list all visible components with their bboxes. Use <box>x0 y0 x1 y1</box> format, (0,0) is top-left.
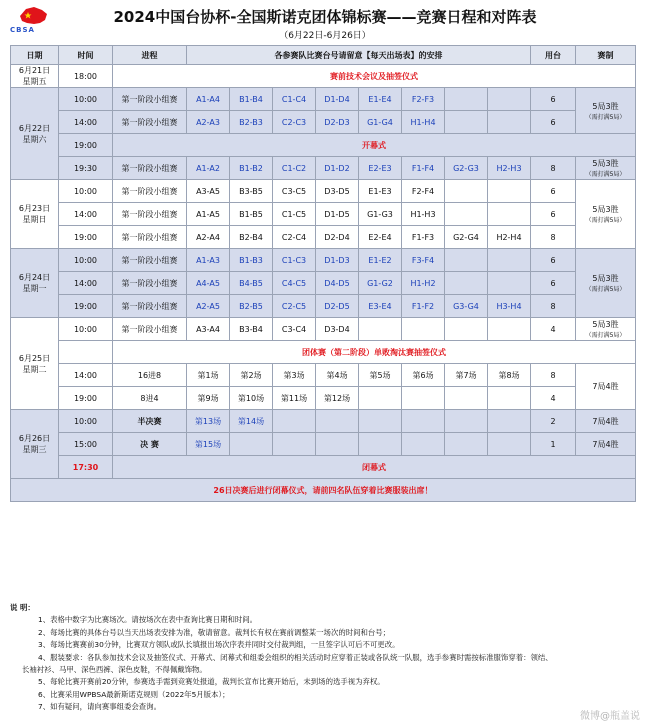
match-cell: B1-B2 <box>230 157 273 180</box>
match-cell: G1-G4 <box>359 111 402 134</box>
match-cell <box>488 433 531 456</box>
match-cell: 第2场 <box>230 364 273 387</box>
match-cell: H1-H3 <box>402 203 445 226</box>
time-cell: 10:00 <box>59 410 113 433</box>
time-cell: 15:00 <box>59 433 113 456</box>
date-cell <box>11 318 59 410</box>
format-cell <box>576 180 636 249</box>
date-text: 6月22日 <box>18 123 51 133</box>
match-cell <box>273 410 316 433</box>
match-cell: D2-D5 <box>316 295 359 318</box>
note-item: 2、每场比赛的具体台号以当天出场表安排为准，敬请留意。裁判长有权在赛前调整某一场次的时间和台号； <box>38 627 391 637</box>
weekday-text: 星期六 <box>22 134 47 144</box>
match-cell: F1-F2 <box>402 295 445 318</box>
match-cell: E1-E3 <box>359 180 402 203</box>
header-date: 日期 <box>11 46 59 65</box>
match-cell: 第1场 <box>187 364 230 387</box>
format-cell <box>576 88 636 134</box>
table-row <box>11 111 636 134</box>
match-cell: G3-G4 <box>445 295 488 318</box>
format-text: 5局3胜 <box>592 101 619 111</box>
match-cell: E2-E4 <box>359 226 402 249</box>
stage-cell: 第一阶段小组赛 <box>113 249 187 272</box>
time-cell: 19:00 <box>59 387 113 410</box>
match-cell: 第7场 <box>445 364 488 387</box>
match-cell: A4-A5 <box>187 272 230 295</box>
match-cell: A1-A4 <box>187 88 230 111</box>
note-item: 4、服装要求：各队参加技术会议及抽签仪式、开幕式、闭幕式和组委会组织的相关活动时应穿着正装或各队统一队服，选手参赛时需按标准服饰穿着：领结、 <box>38 652 553 662</box>
match-cell: D2-D3 <box>316 111 359 134</box>
table-footer-row <box>11 479 636 502</box>
match-cell: E1-E4 <box>359 88 402 111</box>
format-text: 7局4胜 <box>592 416 619 426</box>
tables-count: 4 <box>531 318 576 341</box>
tables-count: 8 <box>531 295 576 318</box>
match-cell: 第4场 <box>316 364 359 387</box>
time-cell: 19:00 <box>59 226 113 249</box>
table-row <box>11 203 636 226</box>
weekday-text: 星期二 <box>22 364 47 374</box>
format-text: 5局3胜 <box>592 159 619 168</box>
match-cell <box>445 318 488 341</box>
match-cell <box>445 111 488 134</box>
match-cell: G2-G4 <box>445 226 488 249</box>
match-cell: C1-C4 <box>273 88 316 111</box>
time-cell: 14:00 <box>59 203 113 226</box>
format-note: （需打满5局） <box>585 217 626 224</box>
match-cell: B3-B4 <box>230 318 273 341</box>
table-row <box>11 433 636 456</box>
weekday-text: 星期一 <box>22 284 47 293</box>
match-cell: 第11场 <box>273 387 316 410</box>
stage-cell: 16进8 <box>113 364 187 387</box>
table-row <box>11 180 636 203</box>
header-matches: 各参赛队比赛台号请留意【每天出场表】的安排 <box>187 46 531 65</box>
match-cell: D2-D4 <box>316 226 359 249</box>
table-row <box>11 295 636 318</box>
match-cell: B1-B3 <box>230 249 273 272</box>
match-cell <box>488 410 531 433</box>
stage-cell: 第一阶段小组赛 <box>113 226 187 249</box>
match-cell: B2-B4 <box>230 226 273 249</box>
time-cell: 17:30 <box>59 456 113 479</box>
match-cell: F3-F4 <box>402 249 445 272</box>
match-cell <box>445 88 488 111</box>
notes-label: 说 明： <box>10 603 35 612</box>
stage-cell: 第一阶段小组赛 <box>113 295 187 318</box>
match-cell: G1-G3 <box>359 203 402 226</box>
match-cell <box>445 249 488 272</box>
format-text: 5局3胜 <box>592 320 619 329</box>
weekday-text: 星期五 <box>22 77 47 86</box>
time-cell: 14:00 <box>59 272 113 295</box>
match-cell <box>488 272 531 295</box>
match-cell <box>488 180 531 203</box>
date-text: 6月24日 <box>18 273 51 282</box>
event-banner: 赛前技术会议及抽签仪式 <box>113 65 636 88</box>
match-cell <box>359 318 402 341</box>
event-banner: 团体赛（第二阶段）单败淘汰赛抽签仪式 <box>113 341 636 364</box>
match-cell <box>445 272 488 295</box>
match-cell: D3-D5 <box>316 180 359 203</box>
event-banner: 闭幕式 <box>113 456 636 479</box>
match-cell <box>445 203 488 226</box>
date-cell <box>11 410 59 479</box>
table-row <box>11 157 636 180</box>
match-cell: B4-B5 <box>230 272 273 295</box>
format-cell <box>576 157 636 180</box>
match-cell: C2-C5 <box>273 295 316 318</box>
match-cell: D3-D4 <box>316 318 359 341</box>
match-cell <box>445 180 488 203</box>
stage-cell: 第一阶段小组赛 <box>113 203 187 226</box>
match-cell <box>402 387 445 410</box>
match-cell: C1-C2 <box>273 157 316 180</box>
note-item: 1、表格中数字为比赛场次。请按场次在表中查询比赛日期和时间。 <box>38 615 258 625</box>
match-cell: A1-A3 <box>187 249 230 272</box>
tables-count: 6 <box>531 88 576 111</box>
tables-count: 6 <box>531 180 576 203</box>
header-format: 赛制 <box>576 46 636 65</box>
match-cell: C2-C3 <box>273 111 316 134</box>
header-stage: 进程 <box>113 46 187 65</box>
match-cell: F2-F3 <box>402 88 445 111</box>
format-note: （需打满5局） <box>585 286 626 293</box>
table-row <box>11 272 636 295</box>
match-cell: B1-B4 <box>230 88 273 111</box>
match-cell <box>402 433 445 456</box>
closing-note: 26日决赛后进行闭幕仪式，请前四名队伍穿着比赛服装出席！ <box>11 479 636 502</box>
date-text: 6月23日 <box>18 204 51 213</box>
match-cell: 第8场 <box>488 364 531 387</box>
stage-cell: 8进4 <box>113 387 187 410</box>
match-cell: C2-C4 <box>273 226 316 249</box>
format-note: （需打满5局） <box>585 332 626 339</box>
match-cell: B2-B3 <box>230 111 273 134</box>
time-cell: 19:00 <box>59 134 113 157</box>
format-text: 5局3胜 <box>592 205 619 214</box>
event-banner: 开幕式 <box>113 134 636 157</box>
match-cell <box>488 318 531 341</box>
table-row <box>11 341 636 364</box>
table-row <box>11 226 636 249</box>
match-cell: H3-H4 <box>488 295 531 318</box>
match-cell: C1-C5 <box>273 203 316 226</box>
time-cell: 19:00 <box>59 295 113 318</box>
match-cell <box>402 318 445 341</box>
match-cell <box>445 433 488 456</box>
match-cell: A2-A5 <box>187 295 230 318</box>
match-cell: B2-B5 <box>230 295 273 318</box>
match-cell: D4-D5 <box>316 272 359 295</box>
match-cell: H1-H2 <box>402 272 445 295</box>
page-title: 2024中国台协杯-全国斯诺克团体锦标赛——竞赛日程和对阵表 <box>113 8 537 26</box>
time-cell <box>59 341 113 364</box>
note-item: 3、每场比赛赛前30分钟，比赛双方领队或队长填报出场次序表并同时交付裁判组，一旦签字认可后不可更改。 <box>38 640 400 650</box>
tables-count: 6 <box>531 249 576 272</box>
match-cell: A3-A4 <box>187 318 230 341</box>
format-text: 7局4胜 <box>592 382 619 391</box>
match-cell: F1-F3 <box>402 226 445 249</box>
time-cell: 14:00 <box>59 111 113 134</box>
match-cell <box>488 203 531 226</box>
notes-section <box>10 602 640 714</box>
match-cell: 第10场 <box>230 387 273 410</box>
stage-cell: 第一阶段小组赛 <box>113 272 187 295</box>
table-row <box>11 387 636 410</box>
table-row <box>11 88 636 111</box>
match-cell: 第9场 <box>187 387 230 410</box>
match-cell: C1-C3 <box>273 249 316 272</box>
match-cell <box>445 387 488 410</box>
match-cell: 第6场 <box>402 364 445 387</box>
stage-cell: 第一阶段小组赛 <box>113 318 187 341</box>
match-cell: F2-F4 <box>402 180 445 203</box>
match-cell: D1-D5 <box>316 203 359 226</box>
table-header-row <box>11 46 636 65</box>
note-item: 6、比赛采用WPBSA最新斯诺克规则（2022年5月版本）； <box>38 689 230 699</box>
table-row <box>11 134 636 157</box>
stage-cell: 半决赛 <box>113 410 187 433</box>
time-cell: 19:30 <box>59 157 113 180</box>
match-cell <box>445 410 488 433</box>
tables-count: 8 <box>531 364 576 387</box>
match-cell: H1-H4 <box>402 111 445 134</box>
match-cell: 第13场 <box>187 410 230 433</box>
tables-count: 4 <box>531 387 576 410</box>
note-item: 7、如有疑问，请向赛事组委会查询。 <box>38 702 161 712</box>
weekday-text: 星期日 <box>22 215 47 224</box>
time-cell: 10:00 <box>59 180 113 203</box>
tables-count: 8 <box>531 226 576 249</box>
table-row <box>11 249 636 272</box>
note-item: 长袖衬衫、马甲、深色西裤、深色皮鞋，不得佩戴饰物。 <box>22 665 207 675</box>
match-cell <box>488 111 531 134</box>
match-cell <box>316 433 359 456</box>
match-cell <box>273 433 316 456</box>
table-row <box>11 364 636 387</box>
tables-count: 6 <box>531 111 576 134</box>
format-text: 5局3胜 <box>592 274 619 283</box>
date-cell <box>11 65 59 88</box>
match-cell: 第5场 <box>359 364 402 387</box>
logo-text: CBSA <box>10 26 35 34</box>
tables-count: 8 <box>531 157 576 180</box>
stage-cell: 第一阶段小组赛 <box>113 180 187 203</box>
match-cell: E3-E4 <box>359 295 402 318</box>
format-text: 7局4胜 <box>592 439 619 449</box>
format-cell <box>576 410 636 433</box>
match-cell <box>230 433 273 456</box>
match-cell: D1-D2 <box>316 157 359 180</box>
time-cell: 10:00 <box>59 249 113 272</box>
match-cell: H2-H4 <box>488 226 531 249</box>
match-cell <box>488 249 531 272</box>
stage-cell: 决 赛 <box>113 433 187 456</box>
format-note: （需打满5局） <box>585 113 626 121</box>
table-row <box>11 456 636 479</box>
stage-cell: 第一阶段小组赛 <box>113 157 187 180</box>
date-text: 6月26日 <box>18 434 51 443</box>
match-cell: 第14场 <box>230 410 273 433</box>
match-cell: A2-A3 <box>187 111 230 134</box>
match-cell: A1-A5 <box>187 203 230 226</box>
time-cell: 18:00 <box>59 65 113 88</box>
stage-cell: 第一阶段小组赛 <box>113 111 187 134</box>
match-cell: G1-G2 <box>359 272 402 295</box>
match-cell: D1-D4 <box>316 88 359 111</box>
time-cell: 10:00 <box>59 318 113 341</box>
match-cell: A1-A2 <box>187 157 230 180</box>
match-cell: F1-F4 <box>402 157 445 180</box>
match-cell: C3-C5 <box>273 180 316 203</box>
format-cell <box>576 364 636 410</box>
tables-count: 6 <box>531 272 576 295</box>
date-cell <box>11 249 59 318</box>
match-cell <box>359 410 402 433</box>
match-cell: 第3场 <box>273 364 316 387</box>
format-cell <box>576 249 636 318</box>
table-row <box>11 318 636 341</box>
match-cell: B3-B5 <box>230 180 273 203</box>
header-time: 时间 <box>59 46 113 65</box>
match-cell <box>488 387 531 410</box>
tables-count: 6 <box>531 203 576 226</box>
time-cell: 10:00 <box>59 88 113 111</box>
watermark: 微博@瓶盖说 <box>580 711 640 722</box>
match-cell: E1-E2 <box>359 249 402 272</box>
stage-cell: 第一阶段小组赛 <box>113 88 187 111</box>
match-cell: A2-A4 <box>187 226 230 249</box>
match-cell: C4-C5 <box>273 272 316 295</box>
format-note: （需打满5局） <box>585 171 626 178</box>
date-text: 6月21日 <box>18 66 51 75</box>
match-cell: H2-H3 <box>488 157 531 180</box>
date-cell <box>11 180 59 249</box>
weekday-text: 星期三 <box>22 445 47 454</box>
match-cell: D1-D3 <box>316 249 359 272</box>
match-cell <box>316 410 359 433</box>
match-cell <box>359 387 402 410</box>
page-subtitle: （6月22日-6月26日） <box>279 31 371 41</box>
tables-count: 1 <box>531 433 576 456</box>
time-cell: 14:00 <box>59 364 113 387</box>
match-cell <box>359 433 402 456</box>
match-cell: 第12场 <box>316 387 359 410</box>
date-text: 6月25日 <box>18 353 51 363</box>
header-tables: 用台 <box>531 46 576 65</box>
note-item: 5、每轮比赛开赛前20分钟，参赛选手需到竞赛处报道，裁判长宣布比赛开始后，未到场的选手视为弃权。 <box>38 677 385 687</box>
tables-count: 2 <box>531 410 576 433</box>
match-cell: A3-A5 <box>187 180 230 203</box>
format-cell <box>576 433 636 456</box>
match-cell: E2-E3 <box>359 157 402 180</box>
format-cell <box>576 318 636 341</box>
match-cell: 第15场 <box>187 433 230 456</box>
schedule-table <box>10 45 636 502</box>
match-cell: B1-B5 <box>230 203 273 226</box>
match-cell <box>402 410 445 433</box>
match-cell: C3-C4 <box>273 318 316 341</box>
match-cell: G2-G3 <box>445 157 488 180</box>
date-cell <box>11 88 59 180</box>
table-row <box>11 410 636 433</box>
match-cell <box>488 88 531 111</box>
table-row <box>11 65 636 88</box>
